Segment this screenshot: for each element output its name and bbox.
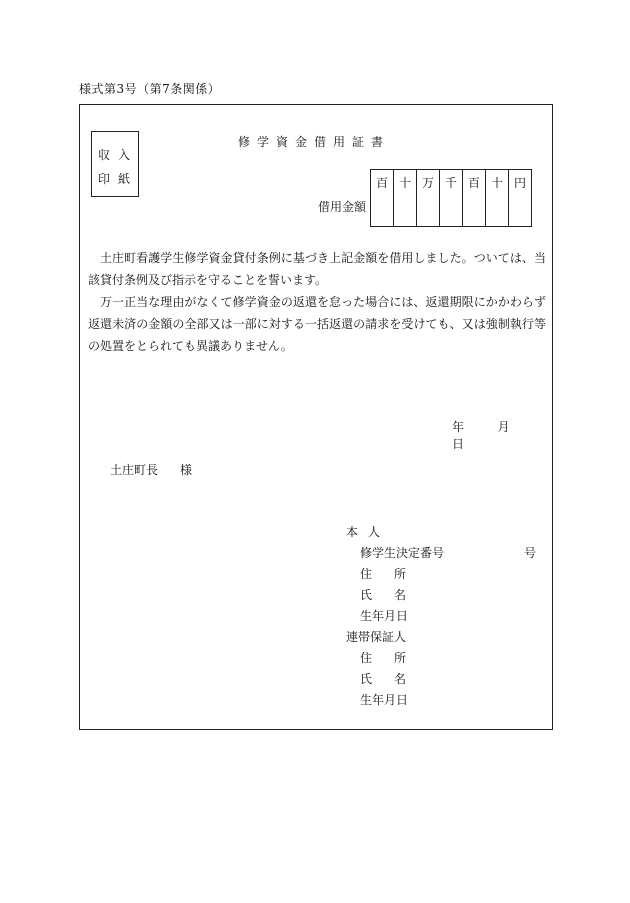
guarantor-name-label[interactable]: 氏名 (360, 672, 429, 686)
self-birthdate-label[interactable]: 生年月日 (360, 609, 409, 623)
body-paragraph-1: 土庄町看護学生修学資金貸付条例に基づき上記金額を借用しました。ついては、当該貸付条例及び指示を守ることを誓います。 (88, 251, 546, 287)
student-number-label: 修学生決定番号 (360, 546, 445, 560)
certificate-frame (79, 104, 553, 730)
revenue-stamp-box (91, 131, 139, 197)
addressee-name: 土庄町長 (110, 463, 159, 477)
loan-amount-grid (370, 169, 532, 227)
student-number-suffix: 号 (524, 546, 537, 560)
certificate-body (88, 247, 546, 357)
amount-cell-man[interactable]: 万 (417, 170, 440, 227)
amount-cell-thousand[interactable]: 千 (440, 170, 463, 227)
stamp-label-line1: 収入 (98, 148, 139, 162)
addressee-honorific: 様 (180, 463, 193, 477)
amount-cell-ten[interactable]: 十 (486, 170, 509, 227)
guarantor-address-label[interactable]: 住所 (360, 651, 429, 665)
date-year-label: 年 (452, 420, 465, 434)
amount-cell-hundred-man[interactable]: 百 (371, 170, 394, 227)
date-month-label: 月 (497, 420, 510, 434)
self-address-label[interactable]: 住所 (360, 567, 429, 581)
student-number-row[interactable] (346, 544, 546, 564)
date-line (452, 418, 552, 452)
document-title: 修学資金借用証書 (238, 135, 391, 149)
form-number: 様式第3号（第7条関係） (79, 82, 221, 96)
addressee (110, 461, 192, 478)
body-paragraph-2: 万一正当な理由がなくて修学資金の返還を怠った場合には、返還期限にかかわらず返還未済の金額の全部又は一部に対する一括返還の請求を受けても、又は強制執行等の処置をとられても異議ありません。 (88, 295, 546, 353)
guarantor-birthdate-label[interactable]: 生年月日 (360, 693, 409, 707)
self-name-label[interactable]: 氏名 (360, 588, 429, 602)
amount-cell-ten-man[interactable]: 十 (394, 170, 417, 227)
amount-cell-hundred[interactable]: 百 (463, 170, 486, 227)
loan-amount-label: 借用金額 (318, 200, 367, 214)
self-heading: 本人 (346, 525, 391, 539)
stamp-label-line2: 印紙 (98, 172, 139, 186)
date-day-label: 日 (452, 437, 465, 451)
guarantor-heading: 連帯保証人 (346, 630, 407, 644)
amount-cell-yen[interactable]: 円 (509, 170, 532, 227)
